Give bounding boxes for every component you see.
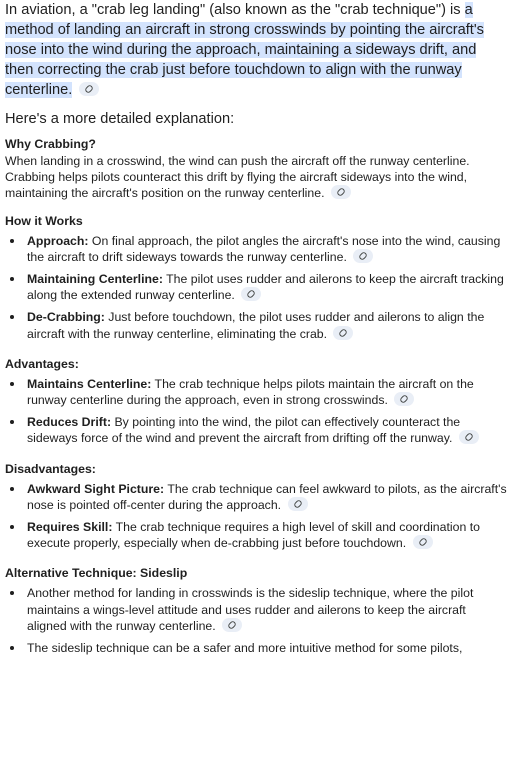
list-item [5, 640, 508, 656]
section-heading: Alternative Technique: Sideslip [5, 566, 188, 581]
source-link-icon[interactable] [222, 618, 242, 632]
item-text: By pointing into the wind, the pilot can effectively counteract the sideways force of the wind and prevent the aircraft from drifting off the runway. [27, 415, 461, 446]
section-paragraph [5, 153, 508, 202]
bullet-dot [10, 646, 14, 650]
section-how [5, 212, 508, 342]
list-item [5, 309, 508, 341]
item-text: The crab technique helps pilots maintain the aircraft on the runway centerline during the approach, even in strong crosswinds. [27, 376, 474, 408]
list-item [5, 481, 508, 513]
bullet-dot [10, 487, 14, 491]
item-label: De-Crabbing: [27, 310, 105, 325]
list-item [5, 519, 508, 551]
source-link-icon[interactable] [459, 430, 479, 444]
source-link-icon[interactable] [353, 249, 373, 263]
item-label: Maintaining Centerline: [27, 272, 163, 287]
item-text: The pilot uses rudder and ailerons to keep the aircraft tracking along the extended runway centerline. [27, 272, 504, 303]
source-link-icon[interactable] [333, 326, 353, 340]
list-item [5, 271, 508, 303]
list-item [5, 414, 508, 446]
bullet-dot [10, 525, 14, 529]
source-link-icon[interactable] [394, 392, 414, 406]
bullet-dot [10, 315, 14, 319]
section-heading: Why Crabbing? [5, 137, 96, 151]
item-text: Just before touchdown, the pilot uses rudder and ailerons to align the aircraft with the runway centerline, eliminating the crab. [27, 310, 485, 341]
section-heading: How it Works [5, 213, 83, 228]
list-item [5, 233, 508, 265]
bullet-dot [10, 239, 14, 243]
section-why [5, 135, 508, 202]
source-link-icon[interactable] [331, 185, 351, 199]
why-text: When landing in a crosswind, the wind can push the aircraft off the runway centerline. Crabbing helps pilots counteract this drift by flying the aircraft sideways into the wind, maintaining the aircraft's position on the runway centerline. [5, 154, 470, 201]
bullet-dot [10, 591, 14, 595]
item-label: Approach: [27, 233, 89, 248]
alternative-list [5, 585, 508, 656]
section-advantages [5, 355, 508, 447]
source-link-icon[interactable] [241, 287, 261, 301]
advantages-list [5, 376, 508, 447]
item-label: Requires Skill: [27, 520, 113, 535]
item-text: The sideslip technique can be a safer and more intuitive method for some pilots, [27, 641, 463, 656]
item-label: Reduces Drift: [27, 415, 112, 430]
disadvantages-list [5, 481, 508, 552]
bullet-dot [10, 420, 14, 424]
list-item [5, 585, 508, 634]
item-text: Another method for landing in crosswinds is the sideslip technique, where the pilot maintains a wings-level attitude and uses rudder and ailerons to keep the aircraft aligned with the runway centerline. [27, 586, 474, 633]
item-text: The crab technique can feel awkward to pilots, as the aircraft's nose is pointed off-center during the approach. [27, 481, 507, 512]
list-item [5, 376, 508, 408]
section-alternative [5, 564, 508, 656]
item-text: The crab technique requires a high level of skill and coordination to execute properly, especially when de-crabbing just before touchdown. [27, 520, 480, 551]
how-list [5, 233, 508, 342]
section-heading: Advantages: [5, 356, 79, 371]
bullet-dot [10, 382, 14, 386]
item-text: On final approach, the pilot angles the aircraft's nose into the wind, causing the aircraft to drift sideways towards the runway centerline. [27, 233, 501, 264]
source-link-icon[interactable] [79, 82, 99, 96]
item-label: Awkward Sight Picture: [27, 481, 165, 496]
intro-paragraph [5, 0, 508, 100]
section-disadvantages [5, 460, 508, 552]
source-link-icon[interactable] [413, 535, 433, 549]
lead-heading: Here's a more detailed explanation: [5, 111, 235, 127]
intro-highlight: a method of landing an aircraft in strong crosswinds by pointing the aircraft's nose into the wind during the approach, maintaining a sideways drift, and then correcting the crab just before touchdown to align with the runway centerline. [5, 2, 484, 98]
bullet-dot [10, 277, 14, 281]
section-heading: Disadvantages: [5, 461, 96, 476]
source-link-icon[interactable] [288, 497, 308, 511]
item-label: Maintains Centerline: [27, 376, 152, 391]
intro-pre: In aviation, a "crab leg landing" (also known as the "crab technique") is [5, 2, 465, 18]
